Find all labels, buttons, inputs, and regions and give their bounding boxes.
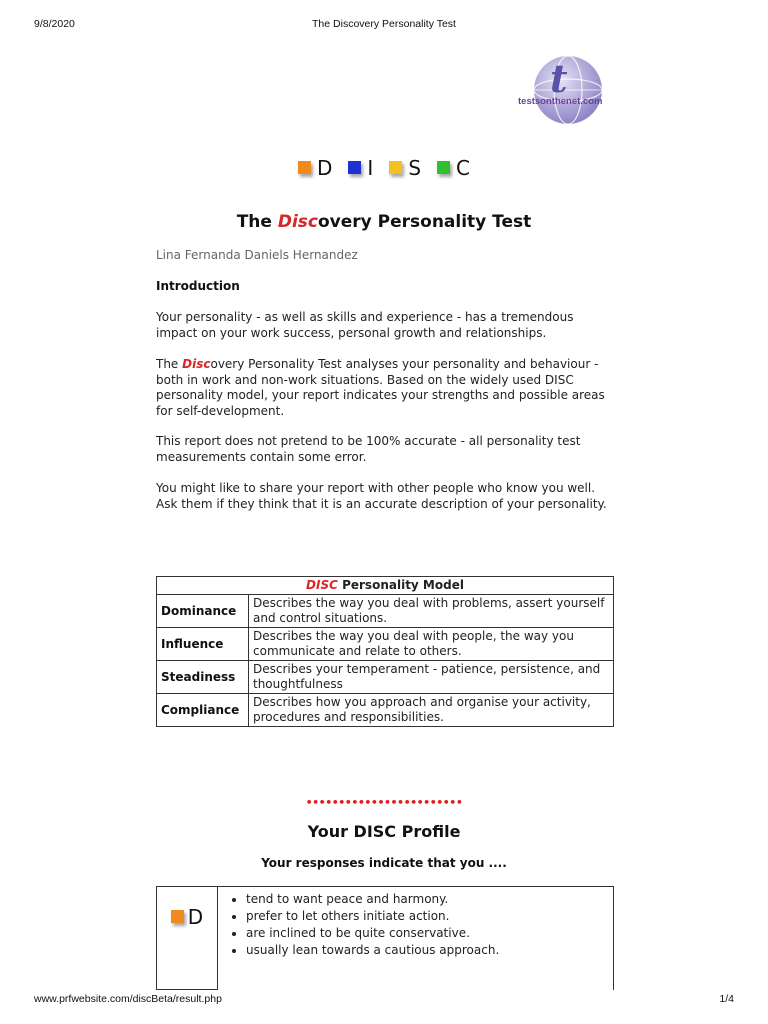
profile-title: Your DISC Profile [307, 822, 461, 841]
svg-text:t: t [550, 56, 568, 101]
intro-paragraph-1 [156, 310, 616, 341]
profile-letter-cell [157, 887, 218, 990]
intro-paragraph-4-text: You might like to share your report with other people who know you well. Ask them if they think that it is an accurate description of your personality. [156, 481, 607, 511]
intro-paragraph-2 [156, 357, 616, 419]
model-description: Describes how you approach and organise your activity, procedures and responsibilities. [249, 694, 614, 727]
list-item: • tend to want peace and harmony. [246, 891, 605, 908]
profile-subtitle: Your responses indicate that you .... [261, 856, 507, 870]
disc-banner-item [437, 156, 470, 180]
disc-banner-letter: C [456, 156, 470, 180]
list-item: • usually lean towards a cautious approach. [246, 942, 605, 959]
print-title: The Discovery Personality Test [312, 18, 456, 30]
disc-model-header [157, 577, 614, 595]
table-row [157, 661, 614, 694]
section-divider-dots: •••••••••••••••••••••••• [305, 796, 463, 809]
profile-traits-list [226, 891, 605, 959]
profile-traits-cell [218, 887, 614, 990]
table-row [157, 628, 614, 661]
disc-banner-letter: I [367, 156, 374, 180]
disc-banner-item [389, 156, 421, 180]
model-description: Describes the way you deal with problems, assert yourself and control situations. [249, 595, 614, 628]
page-number: 1/4 [719, 993, 734, 1005]
color-square-icon [389, 161, 402, 174]
print-date: 9/8/2020 [34, 18, 75, 30]
table-row [157, 887, 614, 990]
list-item: • are inclined to be quite conservative. [246, 925, 605, 942]
model-description: Describes the way you deal with people, the way you communicate and relate to others. [249, 628, 614, 661]
intro-p2-rest: overy Personality Test analyses your personality and behaviour - both in work and non-work situations. Based on the widely used DISC personality model, your report indicates your strengths and possible areas for self-development. [156, 357, 605, 418]
title-highlight: Disc [277, 212, 318, 232]
model-term-dominance: Dominance [157, 595, 249, 628]
testsonthenet-logo [516, 52, 616, 132]
person-name: Lina Fernanda Daniels Hernandez [156, 248, 358, 262]
color-square-icon [298, 161, 311, 174]
model-term-steadiness: Steadiness [157, 661, 249, 694]
profile-letter: D [187, 905, 204, 929]
title-suffix: overy Personality Test [317, 212, 532, 232]
print-footer [34, 993, 734, 1007]
intro-paragraph-3-text: This report does not pretend to be 100% accurate - all personality test measurements contain some error. [156, 434, 581, 464]
disc-banner-item [298, 156, 332, 180]
list-item: • prefer to let others initiate action. [246, 908, 605, 925]
disc-banner-letter: D [317, 156, 333, 180]
intro-p2-prefix: The [156, 357, 183, 371]
title-prefix: The [236, 212, 278, 232]
intro-paragraph-4 [156, 481, 616, 512]
intro-p2-highlight: Disc [182, 357, 211, 371]
page-title [0, 212, 768, 232]
print-header [34, 18, 734, 32]
intro-paragraph-1-text: Your personality - as well as skills and experience - has a tremendous impact on your work success, personal growth and relationships. [156, 310, 574, 340]
disc-model-header-highlight: DISC [306, 578, 338, 592]
color-square-icon [437, 161, 450, 174]
color-square-icon [348, 161, 361, 174]
disc-model-header-text: Personality Model [337, 578, 464, 592]
disc-banner-item [348, 156, 373, 180]
intro-paragraph-3 [156, 434, 616, 465]
print-url: www.prfwebsite.com/discBeta/result.php [34, 993, 222, 1005]
globe-logo-icon [516, 52, 616, 132]
orange-square-icon [171, 910, 184, 923]
logo-text: testsonthenet.com [518, 96, 603, 107]
table-row [157, 694, 614, 727]
table-row [157, 595, 614, 628]
disc-banner [0, 156, 768, 180]
introduction-heading: Introduction [156, 279, 240, 293]
model-description: Describes your temperament - patience, persistence, and thoughtfulness [249, 661, 614, 694]
disc-banner-letter: S [408, 156, 422, 180]
model-term-influence: Influence [157, 628, 249, 661]
disc-model-table [156, 576, 614, 727]
model-term-compliance: Compliance [157, 694, 249, 727]
disc-model-header-row [157, 577, 614, 595]
profile-table [156, 886, 614, 990]
